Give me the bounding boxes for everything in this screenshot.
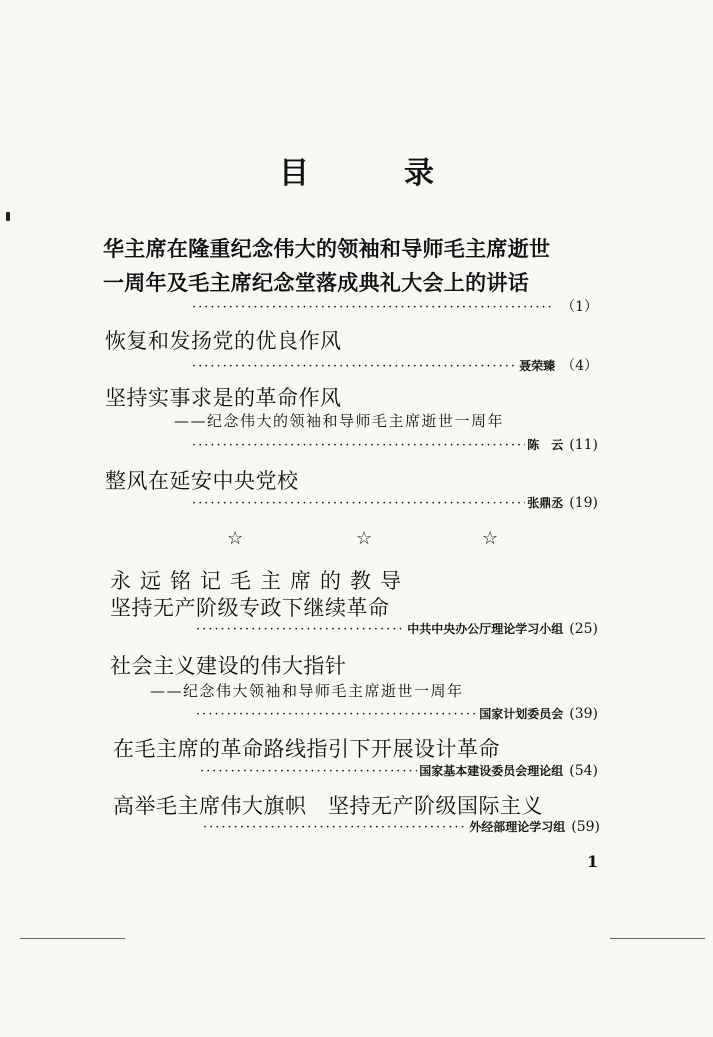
entry-2-leader xyxy=(192,355,598,375)
entry-3-title: 坚持实事求是的革命作风 xyxy=(105,386,342,410)
entry-5-title-line-2: 坚持无产阶级专政下继续革命 xyxy=(110,596,390,620)
entry-1-title-line-1: 华主席在隆重纪念伟大的领袖和导师毛主席逝世 xyxy=(103,237,551,261)
entry-1-page: （1） xyxy=(561,299,598,315)
entry-6-page: (39) xyxy=(569,706,598,722)
dot-leader xyxy=(203,820,467,835)
entry-6-title: 社会主义建设的伟大指针 xyxy=(110,654,347,678)
dot-leader xyxy=(192,359,517,374)
dot-leader xyxy=(192,438,525,453)
entry-8-author: 外经部理论学习组 xyxy=(469,820,566,834)
entry-3-page: (11) xyxy=(569,437,598,453)
entry-2-author: 聂荣臻 xyxy=(519,359,556,373)
entry-3-leader xyxy=(192,436,598,453)
entry-2-page: （4） xyxy=(561,358,598,374)
entry-4-page: (19) xyxy=(569,495,598,511)
entry-8-leader xyxy=(203,818,600,835)
bottom-edge-line xyxy=(20,938,125,939)
entry-1-title-line-2: 一周年及毛主席纪念堂落成典礼大会上的讲话 xyxy=(103,271,529,295)
star-icon: ☆ xyxy=(227,528,244,549)
entry-6-leader xyxy=(196,705,598,722)
entry-7-page: (54) xyxy=(569,763,598,779)
entry-5-page: (25) xyxy=(569,621,598,637)
dot-leader xyxy=(192,300,553,315)
entry-7-author: 国家基本建设委员会理论组 xyxy=(419,764,564,778)
entry-8-page: (59) xyxy=(571,819,600,835)
dot-leader xyxy=(192,496,525,511)
page-title xyxy=(0,148,713,192)
entry-3-subtitle: ——纪念伟大的领袖和导师毛主席逝世一周年 xyxy=(174,412,505,430)
entry-1-leader xyxy=(192,296,598,316)
entry-4-leader xyxy=(192,494,598,511)
dot-leader xyxy=(196,707,477,722)
entry-5-title-line-1: 永远铭记毛主席的教导 xyxy=(110,569,410,593)
title-char-left: 目 xyxy=(279,156,309,191)
entry-4-title: 整风在延安中央党校 xyxy=(105,469,299,493)
entry-7-leader xyxy=(200,762,598,779)
entry-2-title: 恢复和发扬党的优良作风 xyxy=(105,329,342,353)
entry-5-leader xyxy=(196,620,598,637)
entry-4-author: 张鼎丞 xyxy=(527,496,564,510)
star-icon: ☆ xyxy=(482,528,499,549)
entry-8-title: 高举毛主席伟大旗帜 坚持无产阶级国际主义 xyxy=(113,794,543,818)
entry-7-title: 在毛主席的革命路线指引下开展设计革命 xyxy=(113,737,500,761)
entry-3-author: 陈 云 xyxy=(527,438,564,452)
title-char-right: 录 xyxy=(404,156,434,191)
entry-6-author: 国家计划委员会 xyxy=(479,707,564,721)
page-number: 1 xyxy=(587,852,599,871)
dot-leader xyxy=(200,764,417,779)
scan-edge-mark xyxy=(6,212,10,221)
bottom-edge-line xyxy=(610,938,705,939)
entry-5-author: 中共中央办公厅理论学习小组 xyxy=(407,622,564,636)
dot-leader xyxy=(196,622,405,637)
entry-6-subtitle: ——纪念伟大领袖和导师毛主席逝世一周年 xyxy=(150,682,464,700)
star-icon: ☆ xyxy=(356,528,373,549)
